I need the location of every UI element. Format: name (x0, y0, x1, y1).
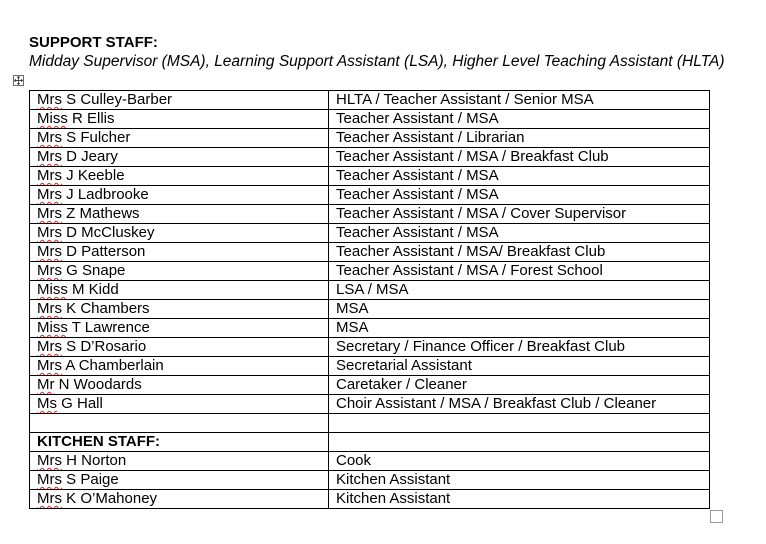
table-move-handle-icon[interactable] (13, 75, 24, 86)
staff-name: S D’Rosario (66, 338, 147, 355)
staff-name: Z Mathews (66, 205, 140, 222)
table-row (30, 110, 710, 129)
staff-name-cell (30, 91, 329, 110)
staff-name-cell (30, 452, 329, 471)
staff-title: Miss (37, 110, 68, 127)
staff-table-body (30, 91, 710, 509)
staff-title: Mrs (37, 224, 62, 241)
staff-name: D Jeary (66, 148, 118, 165)
staff-title: Mrs (37, 338, 62, 355)
empty-cell (329, 433, 710, 452)
staff-name-cell (30, 186, 329, 205)
staff-name: K Chambers (66, 300, 150, 317)
staff-title: Mrs (37, 490, 62, 507)
empty-cell (30, 414, 329, 433)
staff-name-cell (30, 490, 329, 509)
staff-name: J Ladbrooke (66, 186, 149, 203)
staff-title: Mrs (37, 357, 62, 374)
staff-name: D McCluskey (66, 224, 155, 241)
staff-role-cell: Secretary / Finance Officer / Breakfast Club (329, 338, 710, 357)
table-row (30, 186, 710, 205)
staff-role-cell: Teacher Assistant / MSA / Breakfast Club (329, 148, 710, 167)
staff-name-cell (30, 148, 329, 167)
staff-title: Ms (37, 395, 57, 412)
table-row (30, 319, 710, 338)
staff-title: Mrs (37, 471, 62, 488)
table-row (30, 129, 710, 148)
staff-name-cell (30, 129, 329, 148)
table-row (30, 376, 710, 395)
staff-name-cell (30, 281, 329, 300)
empty-cell (329, 414, 710, 433)
table-row (30, 281, 710, 300)
staff-name-cell (30, 167, 329, 186)
staff-role-cell: Teacher Assistant / MSA (329, 110, 710, 129)
table-row (30, 205, 710, 224)
staff-name: A Chamberlain (65, 357, 164, 374)
table-row (30, 300, 710, 319)
staff-name-cell (30, 300, 329, 319)
table-row (30, 91, 710, 110)
staff-role-cell: Teacher Assistant / MSA / Forest School (329, 262, 710, 281)
staff-name: T Lawrence (71, 319, 150, 336)
staff-title: Mr (37, 376, 55, 393)
staff-name-cell (30, 224, 329, 243)
staff-table (29, 90, 710, 509)
table-row (30, 471, 710, 490)
staff-role-cell: Kitchen Assistant (329, 490, 710, 509)
staff-name: M Kidd (72, 281, 119, 298)
staff-name-cell (30, 243, 329, 262)
staff-name-cell (30, 338, 329, 357)
section-heading-support-staff: SUPPORT STAFF: (29, 34, 158, 51)
staff-name-cell (30, 376, 329, 395)
role-abbreviations-note: Midday Supervisor (MSA), Learning Support Assistant (LSA), Higher Level Teaching Assistant (HLTA) (29, 53, 725, 70)
table-resize-handle-icon[interactable] (710, 510, 723, 523)
staff-name: S Fulcher (66, 129, 131, 146)
staff-name: H Norton (66, 452, 127, 469)
staff-name-cell (30, 262, 329, 281)
staff-name-cell (30, 205, 329, 224)
table-row (30, 167, 710, 186)
staff-role-cell: Teacher Assistant / Librarian (329, 129, 710, 148)
staff-name-cell (30, 395, 329, 414)
staff-role-cell: Cook (329, 452, 710, 471)
table-row (30, 490, 710, 509)
table-row (30, 243, 710, 262)
staff-role-cell: Teacher Assistant / MSA/ Breakfast Club (329, 243, 710, 262)
staff-name: S Culley-Barber (66, 91, 173, 108)
staff-title: Mrs (37, 300, 62, 317)
staff-role-cell: HLTA / Teacher Assistant / Senior MSA (329, 91, 710, 110)
table-row (30, 224, 710, 243)
section-row-kitchen-staff (30, 433, 710, 452)
table-row (30, 452, 710, 471)
staff-name: J Keeble (66, 167, 125, 184)
staff-title: Miss (37, 281, 68, 298)
staff-role-cell: Teacher Assistant / MSA (329, 186, 710, 205)
staff-title: Mrs (37, 129, 62, 146)
staff-title: Mrs (37, 243, 62, 260)
table-row (30, 338, 710, 357)
staff-name-cell (30, 471, 329, 490)
staff-role-cell: LSA / MSA (329, 281, 710, 300)
staff-role-cell: Choir Assistant / MSA / Breakfast Club / Cleaner (329, 395, 710, 414)
staff-name: N Woodards (58, 376, 142, 393)
staff-name: R Ellis (72, 110, 115, 127)
staff-name: G Snape (66, 262, 126, 279)
table-row (30, 148, 710, 167)
staff-title: Mrs (37, 205, 62, 222)
staff-role-cell: Teacher Assistant / MSA / Cover Supervisor (329, 205, 710, 224)
staff-role-cell: Teacher Assistant / MSA (329, 224, 710, 243)
table-row (30, 357, 710, 376)
staff-role-cell: Secretarial Assistant (329, 357, 710, 376)
staff-name: K O’Mahoney (66, 490, 158, 507)
staff-title: Miss (37, 319, 68, 336)
staff-title: Mrs (37, 452, 62, 469)
staff-name: D Patterson (66, 243, 146, 260)
staff-title: Mrs (37, 186, 62, 203)
staff-name: G Hall (61, 395, 103, 412)
table-row (30, 262, 710, 281)
staff-title: Mrs (37, 91, 62, 108)
section-heading-kitchen-staff: KITCHEN STAFF: (30, 433, 329, 452)
staff-title: Mrs (37, 262, 62, 279)
staff-role-cell: Kitchen Assistant (329, 471, 710, 490)
staff-title: Mrs (37, 148, 62, 165)
staff-role-cell: Caretaker / Cleaner (329, 376, 710, 395)
staff-role-cell: MSA (329, 300, 710, 319)
table-row (30, 395, 710, 414)
staff-title: Mrs (37, 167, 62, 184)
staff-name: S Paige (66, 471, 119, 488)
staff-name-cell (30, 319, 329, 338)
staff-name-cell (30, 110, 329, 129)
staff-role-cell: Teacher Assistant / MSA (329, 167, 710, 186)
staff-name-cell (30, 357, 329, 376)
staff-role-cell: MSA (329, 319, 710, 338)
empty-row (30, 414, 710, 433)
